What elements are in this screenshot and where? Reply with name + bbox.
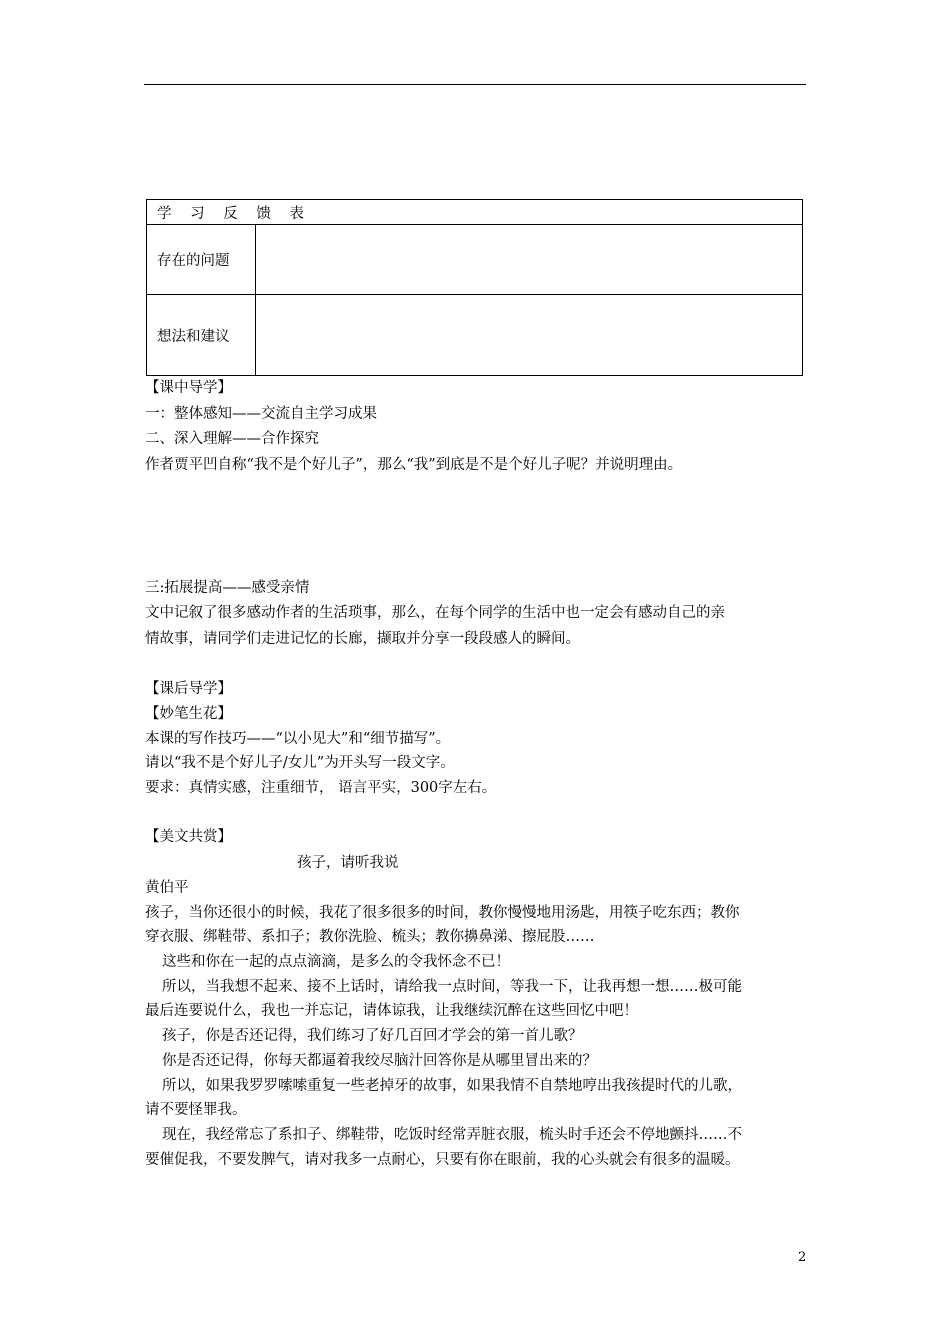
suggestions-cell	[256, 295, 803, 376]
essay-line: 所以，当我想不起来、接不上话时，请给我一点时间，等我一下，让我再想一想……极可能	[162, 979, 742, 995]
problems-label: 存在的问题	[147, 225, 256, 295]
essay-heading: 【美文共赏】	[145, 829, 232, 845]
writing-task: 请以“我不是个好儿子/女儿”为开头写一段文字。	[145, 755, 455, 771]
in-class-item-2: 二、深入理解——合作探究	[145, 431, 319, 447]
essay-line: 现在，我经常忘了系扣子、绑鞋带，吃饭时经常弄脏衣服，梳头时手还会不停地颤抖……不	[162, 1127, 742, 1143]
essay-author: 黄伯平	[145, 880, 189, 896]
suggestions-label: 想法和建议	[147, 295, 256, 376]
in-class-heading: 【课中导学】	[145, 380, 232, 396]
writing-tip: 本课的写作技巧——“以小见大”和“细节描写”。	[145, 731, 451, 747]
problems-cell	[256, 225, 803, 295]
essay-line: 你是否还记得，你每天都逼着我绞尽脑汁回答你是从哪里冒出来的？	[162, 1053, 597, 1069]
essay-line: 要催促我，不要发脾气，请对我多一点耐心，只要有你在眼前，我的心头就会有很多的温暖。	[145, 1152, 740, 1168]
after-class-heading: 【课后导学】	[145, 681, 232, 697]
essay-line: 孩子，你是否还记得，我们练习了好几百回才学会的第一首儿歌？	[162, 1028, 583, 1044]
essay-line: 孩子，当你还很小的时候，我花了很多很多的时间，教你慢慢地用汤匙，用筷子吃东西；教你	[145, 905, 740, 921]
feedback-table-title: 学 习 反 馈 表	[147, 200, 803, 225]
in-class-item-3-text: 文中记叙了很多感动作者的生活琐事，那么，在每个同学的生活中也一定会有感动自己的亲	[145, 605, 725, 621]
after-class-subheading: 【妙笔生花】	[145, 706, 232, 722]
in-class-item-3-text: 情故事，请同学们走进记忆的长廊，撷取并分享一段段感人的瞬间。	[145, 631, 580, 647]
in-class-item-3: 三:拓展提高——感受亲情	[145, 580, 310, 596]
in-class-question: 作者贾平凹自称“我不是个好儿子”，那么“我”到底是不是个好儿子呢？并说明理由。	[145, 457, 683, 473]
essay-line: 请不要怪罪我。	[145, 1102, 247, 1118]
in-class-item-1: 一：整体感知——交流自主学习成果	[145, 406, 377, 422]
essay-line: 最后连要说什么，我也一并忘记，请体谅我，让我继续沉醉在这些回忆中吧！	[145, 1003, 638, 1019]
essay-line: 所以，如果我罗罗嗦嗦重复一些老掉牙的故事，如果我情不自禁地哼出我孩提时代的儿歌，	[162, 1078, 742, 1094]
essay-title: 孩子，请听我说	[297, 855, 399, 871]
essay-line: 穿衣服、绑鞋带、系扣子；教你洗脸、梳头；教你擤鼻涕、擦屁股……	[145, 929, 595, 945]
essay-line: 这些和你在一起的点点滴滴，是多么的令我怀念不已！	[162, 954, 510, 970]
page-number: 2	[798, 1250, 807, 1265]
header-rule	[144, 84, 806, 85]
feedback-table	[146, 199, 803, 376]
writing-requirement: 要求：真情实感，注重细节， 语言平实，300字左右。	[145, 780, 497, 796]
